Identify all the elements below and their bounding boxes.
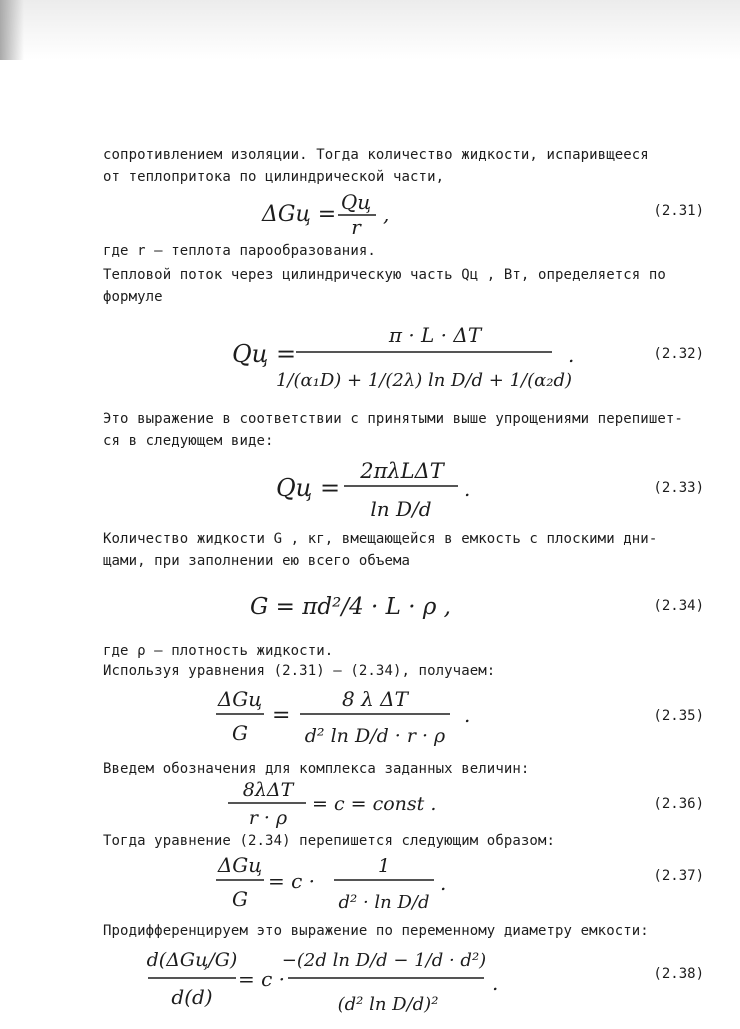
paragraph-line: Количество жидкости G , кг, вмещающейся в емкость с плоскими дни- <box>103 531 658 547</box>
paragraph-line: Используя уравнения (2.31) – (2.34), получаем: <box>103 663 496 679</box>
svg-text:.: . <box>464 477 471 501</box>
formula-2-34 <box>0 576 740 636</box>
formula-numerator: π · L · ΔT <box>388 323 482 347</box>
paragraph-line: ся в следующем виде: <box>103 433 274 449</box>
formula-rhs: = c = const . <box>312 793 437 815</box>
equation-number: (2.34) <box>653 598 704 614</box>
formula-lhs-denominator: G <box>232 887 248 911</box>
formula-lhs-numerator: ΔGц <box>217 853 263 877</box>
paragraph-line: от теплопритока по цилиндрической части, <box>103 169 445 185</box>
equation-number: (2.37) <box>653 868 704 884</box>
paragraph-line: Введем обозначения для комплекса заданных величин: <box>103 761 530 777</box>
equation-number: (2.33) <box>653 480 704 496</box>
formula-lhs-denominator: G <box>232 721 248 745</box>
svg-text:.: . <box>464 703 471 727</box>
formula-numerator: Qц <box>340 190 372 214</box>
formula-lhs-numerator: d(ΔGц/G) <box>146 949 238 971</box>
formula-text: G = πd²/4 · L · ρ , <box>250 594 451 620</box>
formula-denominator: 1/(α₁D) + 1/(2λ) ln D/d + 1/(α₂d) <box>275 370 573 391</box>
formula-2-31 <box>0 188 740 238</box>
formula-2-35 <box>0 680 740 752</box>
svg-text:=: = <box>272 703 291 728</box>
formula-lhs: Qц = <box>276 474 341 502</box>
formula-2-33 <box>0 452 740 532</box>
formula-lhs: Qц = <box>232 340 297 368</box>
formula-numerator: 1 <box>377 855 391 877</box>
paragraph-line: Тепловой поток через цилиндрическую часть Qц , Вт, определяется по <box>103 267 666 283</box>
formula-denominator: ln D/d <box>370 497 432 521</box>
paragraph-line: формуле <box>103 289 163 305</box>
equation-number: (2.35) <box>653 708 704 724</box>
formula-middle: = c · <box>238 967 286 991</box>
formula-denominator: d² ln D/d · r · ρ <box>304 725 446 747</box>
formula-2-38 <box>0 936 740 1028</box>
formula-middle: = c · <box>268 869 316 893</box>
paragraph-line: Это выражение в соответствии с принятыми выше упрощениями перепишет- <box>103 411 683 427</box>
equation-number: (2.32) <box>653 346 704 362</box>
formula-numerator: −(2d ln D/d − 1/d · d²) <box>281 950 487 971</box>
formula-2-37 <box>0 846 740 918</box>
paragraph-line: где ρ – плотность жидкости. <box>103 643 334 659</box>
svg-text:.: . <box>568 343 575 367</box>
formula-tail: , <box>383 202 390 226</box>
formula-lhs-numerator: ΔGц <box>217 687 263 711</box>
paragraph-line: Продифференцируем это выражение по переменному диаметру емкости: <box>103 923 649 939</box>
formula-2-32 <box>0 318 740 398</box>
svg-text:.: . <box>440 871 447 895</box>
equation-number: (2.31) <box>653 203 704 219</box>
formula-2-36 <box>0 774 740 832</box>
svg-text:.: . <box>492 971 499 995</box>
paragraph-line: где r – теплота парообразования. <box>103 243 376 259</box>
formula-numerator: 8λΔT <box>242 779 294 801</box>
formula-lhs-denominator: d(d) <box>171 985 213 1009</box>
formula-denominator: d² · ln D/d <box>338 892 430 913</box>
formula-denominator: r <box>351 215 361 238</box>
formula-numerator: 8 λ ΔT <box>342 687 408 711</box>
equation-number: (2.36) <box>653 796 704 812</box>
formula-denominator: (d² ln D/d)² <box>337 994 439 1015</box>
formula-denominator: r · ρ <box>248 807 288 829</box>
equation-number: (2.38) <box>653 966 704 982</box>
formula-numerator: 2πλLΔT <box>360 459 444 483</box>
paragraph-line: сопротивлением изоляции. Тогда количество жидкости, испаривщееся <box>103 147 649 163</box>
paragraph-line: Тогда уравнение (2.34) перепишется следующим образом: <box>103 833 556 849</box>
formula-lhs: ΔGц = <box>262 202 337 227</box>
paragraph-line: щами, при заполнении ею всего объема <box>103 553 411 569</box>
